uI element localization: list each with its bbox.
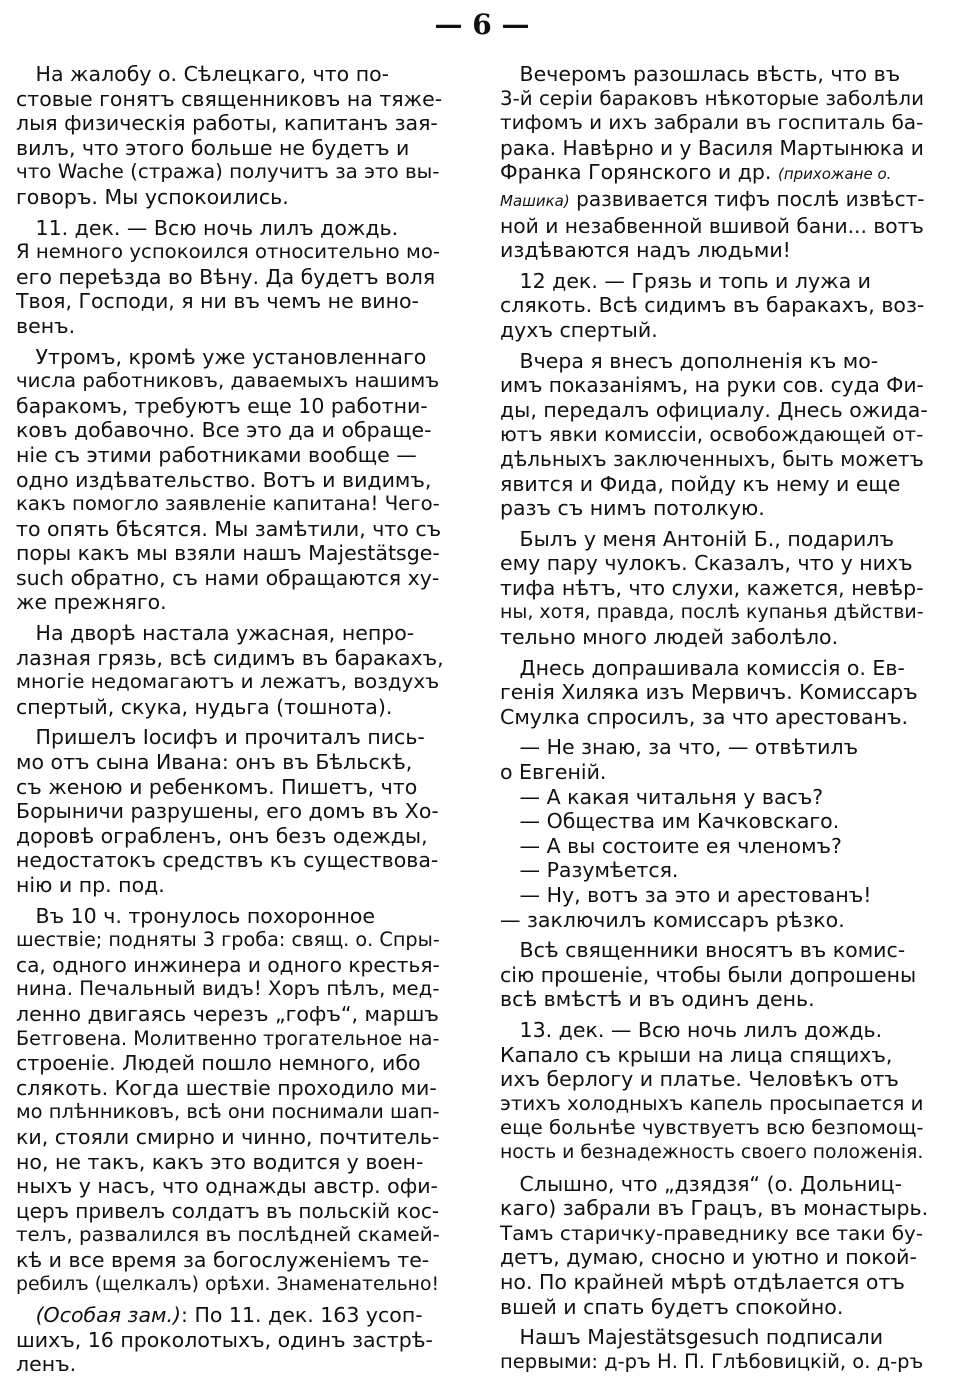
text-line: Былъ у меня Антоній Б., подарилъ <box>500 526 894 551</box>
text-line: съ женою и ребенкомъ. Пишетъ, что <box>16 774 418 799</box>
text-line: 11. дек. — Всю ночь лилъ дождь. <box>16 215 399 240</box>
text-line: ковъ добавочно. Все это да и обраще- <box>16 418 432 443</box>
parishioners-note: (прихожане о. <box>777 165 892 184</box>
text-line: Твоя, Господи, я ни въ чемъ не вино- <box>16 289 419 314</box>
text-line: кѣ и все время за богослуженіемъ те- <box>16 1247 430 1272</box>
text-line: генія Хиляка изъ Мервичъ. Комиссаръ <box>500 680 918 705</box>
paragraph-typhus <box>500 62 928 263</box>
text-line: телъ, развалился въ послѣдней скамей- <box>16 1223 440 1247</box>
dialog-line: — Ну, вотъ за это и арестованъ! <box>500 883 872 907</box>
text-line: са, одного инжинера и одного крестья- <box>16 952 440 977</box>
paragraph-funeral <box>16 904 444 1298</box>
text-line: вилъ, что этого больше не будетъ и <box>16 135 410 160</box>
paragraph-mud <box>16 621 444 719</box>
text-line: вшей и спать будетъ спокойно. <box>500 1294 844 1319</box>
text-line: что Wache (стража) получитъ за это вы- <box>16 160 440 184</box>
text-line: ему пару чулокъ. Сказалъ, что у нихъ <box>500 551 913 576</box>
special-note-label: (Особая зам.) <box>35 1303 182 1328</box>
text-line: 3-й серіи бараковъ нѣкоторые заболѣли <box>500 86 924 110</box>
text-line: но, не такъ, какъ это водится у воен- <box>16 1149 424 1174</box>
text-line: первыми: д-ръ Н. П. Глѣбовицкій, о. д-ръ <box>500 1349 924 1373</box>
text-line: еще больнѣе чувствуетъ всю безпомощ- <box>500 1116 924 1140</box>
text-line: ной и незабвенной вшивой бани... вотъ <box>500 213 924 238</box>
text-line: such обратно, съ нами обращаются ху- <box>16 565 440 590</box>
paragraph-antony-visit <box>500 527 928 650</box>
text-line: разъ съ нимъ потолкую. <box>500 496 765 521</box>
text-line: рака. Навѣрно и у Василя Мартынюка и <box>500 135 924 160</box>
text-line: духъ спертый. <box>500 317 658 342</box>
text-line: нина. Печальный видъ! Хоръ пѣлъ, мед- <box>16 977 440 1001</box>
text-line: 13. дек. — Всю ночь лилъ дождь. <box>500 1017 883 1042</box>
text-line: Днесь допрашивала комиссія о. Ев- <box>500 655 905 680</box>
text-line: говоръ. Мы успокоились. <box>16 184 289 209</box>
right-column <box>500 62 928 1380</box>
text-line: Смулка спросилъ, за что арестованъ. <box>500 704 908 729</box>
text-line: Въ 10 ч. тронулось похоронное <box>16 903 376 928</box>
text-line: слякоть. Когда шествіе проходило ми- <box>16 1075 437 1100</box>
dialog-line: — Общества им Качковскаго. <box>500 809 840 834</box>
text-line: ныхъ у насъ, что однажды австр. офи- <box>16 1174 438 1199</box>
text-line: лазная грязь, всѣ сидимъ въ баракахъ, <box>16 645 444 670</box>
paragraph-special-note <box>16 1303 444 1377</box>
text-line: Я немного успокоился относительно мо- <box>16 240 440 264</box>
text-line: какъ помогло заявленіе капитана! Чего- <box>16 492 440 516</box>
text-line: числа работниковъ, даваемыхъ нашимъ <box>16 369 440 393</box>
dialog-line: — А вы состоите ея членомъ? <box>500 833 842 858</box>
text-line: мо отъ сына Ивана: онъ въ Бѣльскѣ, <box>16 750 413 775</box>
text-line: шихъ, 16 проколотыхъ, одинъ застрѣ- <box>16 1327 433 1352</box>
paragraph-complaint <box>16 62 444 210</box>
text-line: нію и пр. под. <box>16 873 165 897</box>
text-line: ютъ явки комиссіи, освобождающей от- <box>500 422 924 447</box>
text-line: ды, передалъ официалу. Днесь ожида- <box>500 397 928 422</box>
text-line <box>500 160 928 187</box>
paragraph-dec-12 <box>500 269 928 343</box>
paragraph-commission <box>500 656 928 730</box>
text-line: ленъ. <box>16 1352 77 1377</box>
parishioners-note-cont: Машика) <box>500 191 570 210</box>
text-line: то опять бѣсятся. Мы замѣтили, что съ <box>16 516 442 541</box>
text-line: Борыничи разрушены, его домъ въ Хо- <box>16 799 439 824</box>
paragraph-signatures <box>500 1325 928 1374</box>
text-line: спертый, скука, нудьга (тошнота). <box>16 694 393 719</box>
text-line: Нашъ Majestätsgesuch подписали <box>500 1325 884 1350</box>
text-line: слякоть. Всѣ сидимъ въ баракахъ, воз- <box>500 293 925 318</box>
special-note-text: : По 11. дек. 163 усоп- <box>181 1303 423 1328</box>
dialog-block <box>500 735 928 932</box>
text-line: многіе недомагаютъ и лежатъ, воздухъ <box>16 670 440 694</box>
text-line: мо плѣнниковъ, всѣ они поснимали шап- <box>16 1100 440 1124</box>
paragraph-testimony <box>500 349 928 521</box>
text-line: Вечеромъ разошлась вѣсть, что въ <box>500 62 901 86</box>
text-line: доровѣ ограбленъ, онъ безъ одежды, <box>16 823 428 848</box>
text-line: дѣльныхъ заключенныхъ, быть можетъ <box>500 446 924 471</box>
text-line: лыя физическія работы, капитанъ зая- <box>16 111 438 136</box>
text-line: детъ, думаю, сносно и уютно и покой- <box>500 1245 917 1270</box>
text-line: каго) забрали въ Грацъ, въ монастырь. <box>500 1196 929 1221</box>
text-line: венъ. <box>16 313 76 338</box>
text-line: ихъ берлогу и платье. Человѣкъ отъ <box>500 1067 899 1092</box>
text-line: На жалобу о. Сѣлецкаго, что по- <box>16 62 390 86</box>
text-line: имъ показаніямъ, на руки сов. суда Фи- <box>500 373 924 398</box>
dialog-line: — Разумѣется. <box>500 858 679 883</box>
text-line: Тамъ старичку-праведнику все таки бу- <box>500 1220 924 1245</box>
text-line: Вчера я внесъ дополненія къ мо- <box>500 348 879 373</box>
text-line <box>500 187 928 214</box>
text-line: Пришелъ Іосифъ и прочиталъ пись- <box>16 725 425 750</box>
text-line: но. По крайней мѣрѣ отдѣлается отъ <box>500 1269 905 1294</box>
text-line: На дворѣ настала ужасная, непро- <box>16 621 415 646</box>
text-line: поры какъ мы взяли нашъ Majestätsge- <box>16 541 440 566</box>
text-line: строеніе. Людей пошло немного, ибо <box>16 1051 421 1076</box>
text-line <box>16 1303 444 1328</box>
text-line: ніе съ этими работниками вообще — <box>16 442 417 467</box>
text-line: ки, стояли смирно и чинно, почтитель- <box>16 1124 440 1149</box>
paragraph-dec-11 <box>16 216 444 339</box>
text-line: стовые гонятъ священниковъ на тяже- <box>16 86 443 111</box>
text-line: Капало съ крыши на лица спящихъ, <box>500 1042 893 1067</box>
text-line: Всѣ священники вносятъ въ комис- <box>500 938 906 963</box>
text-line: сію прошеніе, чтобы были допрошены <box>500 962 917 987</box>
text-line: этихъ холодныхъ капель просыпается и <box>500 1091 924 1115</box>
text-fragment: Франка Горянского и др. <box>500 160 778 185</box>
dialog-line: — заключилъ комиссаръ рѣзко. <box>500 907 845 932</box>
text-line: 12 дек. — Грязь и топь и лужа и <box>500 268 871 293</box>
paragraph-dec-13 <box>500 1018 928 1166</box>
text-line: ленно двигаясь черезъ „гофъ“, маршъ <box>16 1001 439 1026</box>
text-line: баракомъ, требуютъ еще 10 работни- <box>16 393 428 418</box>
paragraph-petition <box>500 938 928 1012</box>
text-line: же прежняго. <box>16 590 167 615</box>
text-line: издѣваются надъ людьми! <box>500 238 791 263</box>
dialog-line: — Не знаю, за что, — отвѣтилъ <box>500 735 859 760</box>
text-line: ны, хотя, правда, послѣ купанья дѣйстви- <box>500 601 924 624</box>
paragraph-letter <box>16 725 444 897</box>
text-line: одно издѣвательство. Вотъ и видимъ, <box>16 467 432 492</box>
text-line: всѣ вмѣстѣ и въ одинъ день. <box>500 987 815 1012</box>
text-line: явится и Фида, пойду къ нему и еще <box>500 471 901 496</box>
paragraph-morning-workers <box>16 345 444 616</box>
text-line: церъ привелъ солдатъ въ польскій кос- <box>16 1198 440 1223</box>
text-line: Бетговена. Молитвенно трогательное на- <box>16 1026 440 1050</box>
paragraph-dzyadzya <box>500 1172 928 1320</box>
text-line: тифомъ и ихъ забрали въ госпиталь ба- <box>500 111 924 135</box>
text-line: недостатокъ средствъ къ существова- <box>16 848 439 873</box>
text-line: его переѣзда во Вѣну. Да будетъ воля <box>16 264 436 289</box>
text-line: Утромъ, кромѣ уже установленнаго <box>16 344 427 369</box>
text-line: Слышно, что „дзядзя“ (о. Дольниц- <box>500 1171 902 1196</box>
dialog-line: — А какая читальня у васъ? <box>500 784 824 809</box>
dialog-line: о Евгеній. <box>500 760 607 785</box>
text-line: шествіе; подняты 3 гроба: свящ. о. Спры- <box>16 928 440 952</box>
text-line: тифа нѣтъ, что слухи, кажется, невѣр- <box>500 575 924 600</box>
text-fragment: развивается тифъ послѣ извѣст- <box>569 186 925 211</box>
left-column <box>16 62 444 1383</box>
text-line: тельно много людей заболѣло. <box>500 625 839 650</box>
text-line: ребилъ (щелкалъ) орѣхи. Знаменательно! <box>16 1273 440 1295</box>
text-line: ность и безнадежность своего положенія. <box>500 1141 924 1163</box>
page-number: — 6 — <box>434 8 530 41</box>
